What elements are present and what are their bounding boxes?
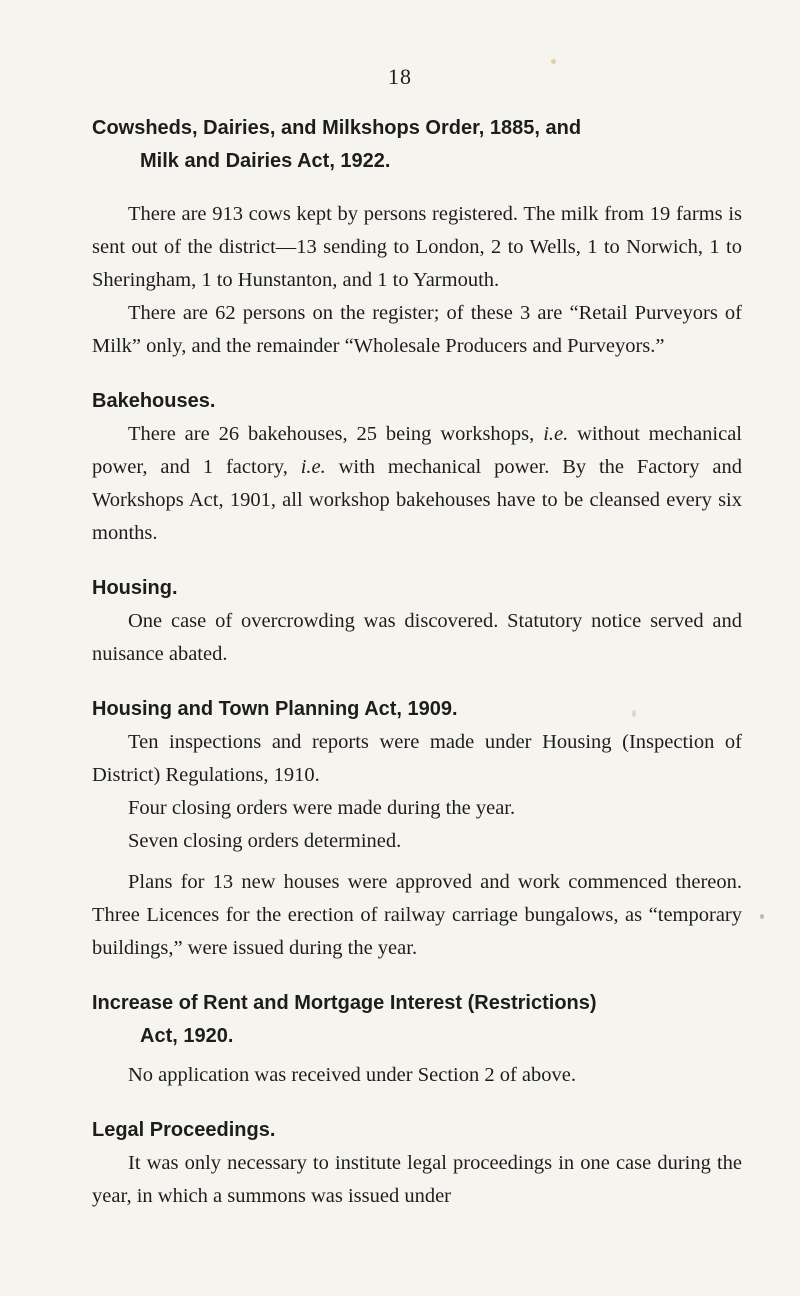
text-run: There are 26 bakehouses, 25 being workshops, [128,423,544,445]
paragraph: Ten inspections and reports were made under Housing (Inspection of District) Regulations, 1910. [92,731,742,786]
paper-speck [551,59,556,64]
page-number: 18 [388,64,412,89]
text-run: without mechanical power, and 1 factory, [92,423,742,478]
paragraph: One case of overcrowding was discovered. Statutory notice served and nuisance abated. [92,610,742,665]
section-heading-bakehouses: Bakehouses. [92,390,216,412]
paper-speck [760,914,764,919]
section-heading-legal: Legal Proceedings. [92,1119,276,1141]
paragraph: There are 62 persons on the register; of these 3 are “Retail Purveyors of Milk” only, and the remainder “Wholesale Producers and Purveyors.” [92,302,742,357]
section-heading-housing: Housing. [92,577,178,599]
section-heading-cowsheds [92,112,742,178]
paragraph: Seven closing orders determined. [128,830,402,852]
text-run: with mechanical power. By the Factory and Workshops Act, 1901, all workshop bakehouses have to be cleansed every six months. [92,456,742,544]
paragraph: It was only necessary to institute legal proceedings in one case during the year, in which a summons was issued under [92,1152,742,1207]
heading-line: Act, 1920. [140,1025,234,1047]
heading-line: Cowsheds, Dairies, and Milkshops Order, 1885, and [92,117,582,139]
paragraph: There are 913 cows kept by persons registered. The milk from 19 farms is sent out of the district—13 sending to London, 2 to Wells, 1 to Norwich, 1 to Sheringham, 1 to Hunstanton, and 1 to Yarmouth. [92,203,742,291]
heading-line: Milk and Dairies Act, 1922. [140,150,391,172]
paragraph: Plans for 13 new houses were approved and work commenced thereon. Three Licences for the erection of railway carriage bungalows, as “temporary buildings,” were issued during the year. [92,871,742,959]
page-content [92,112,742,1213]
paragraph: Four closing orders were made during the year. [128,797,516,819]
italic-abbrev: i.e. [300,456,326,478]
italic-abbrev: i.e. [543,423,569,445]
heading-line: Increase of Rent and Mortgage Interest (Restrictions) [92,992,597,1014]
paragraph: No application was received under Section 2 of above. [128,1064,576,1086]
section-heading-housing-town-planning: Housing and Town Planning Act, 1909. [92,698,458,720]
paragraph [92,418,742,550]
section-heading-rent-interest [92,987,742,1053]
